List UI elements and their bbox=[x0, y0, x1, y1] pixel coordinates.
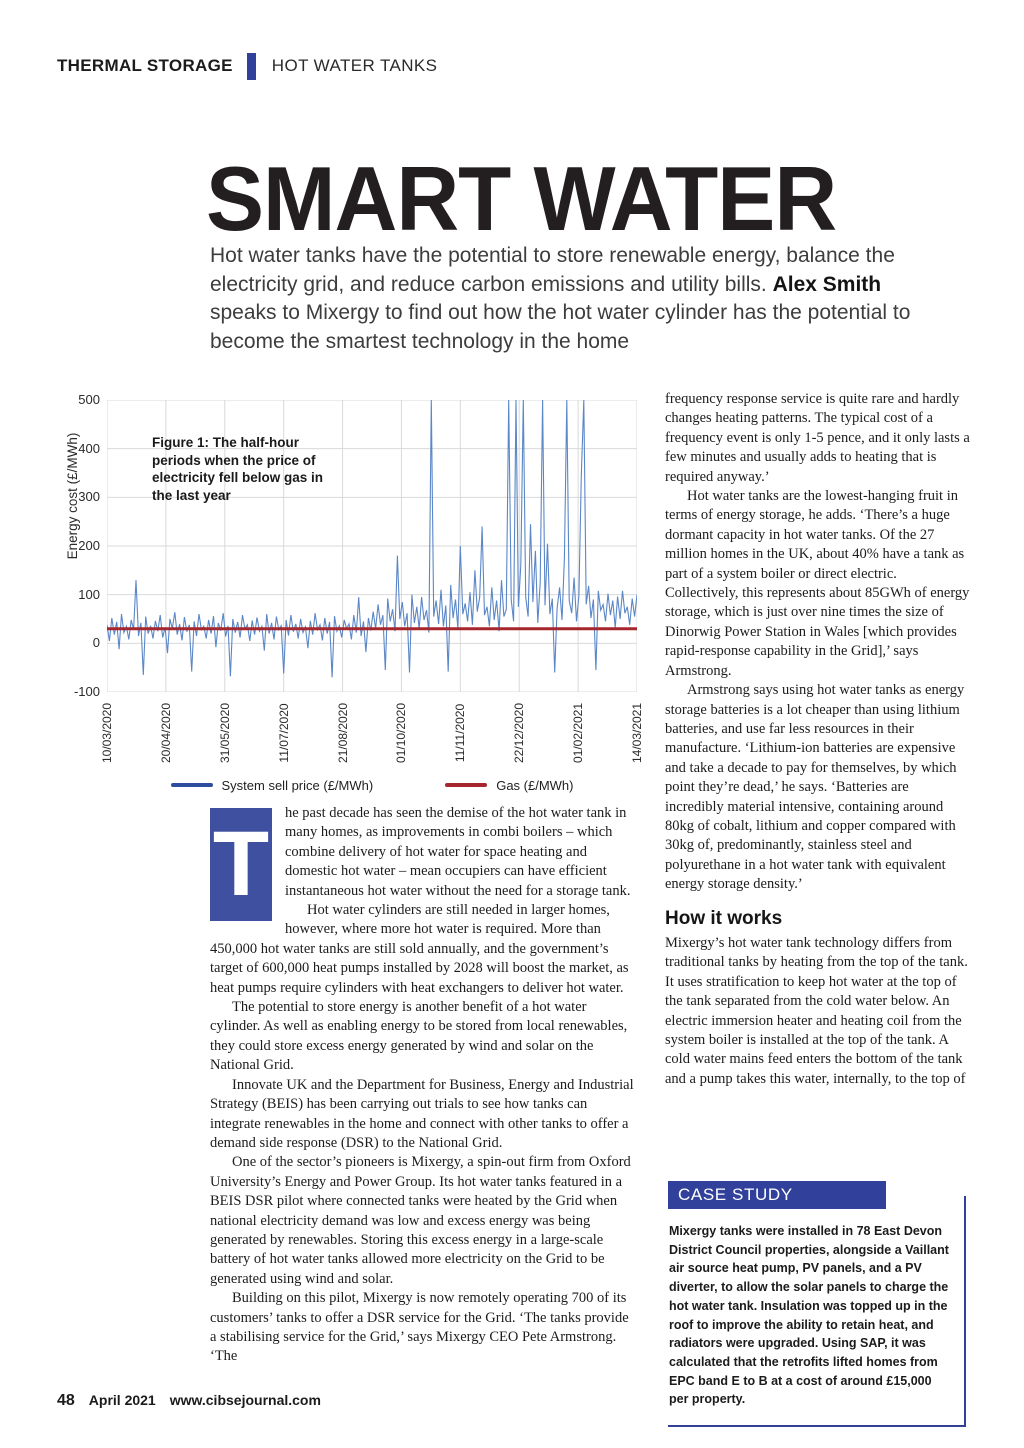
legend-line-icon bbox=[171, 783, 213, 787]
standfirst-part1: Hot water tanks have the potential to store renewable energy, balance the electricity grid, and reduce carbon emissions and utility bills. bbox=[210, 244, 895, 296]
author-name: Alex Smith bbox=[772, 272, 882, 296]
page-number: 48 bbox=[57, 1392, 75, 1409]
body-paragraph: Building on this pilot, Mixergy is now remotely operating 700 of its customers’ tanks to offer a DSR service for the Grid. ‘The tanks provide a stabilising service for the Grid,’ says Mixergy CEO Pete Armstrong. ‘The bbox=[210, 1290, 629, 1365]
case-study-box bbox=[668, 1181, 966, 1427]
body-paragraph: Hot water tanks are the lowest-hanging fruit in terms of energy storage, he adds. ‘There’s a huge dormant capacity in hot water tanks. Of the 27 million homes in the UK, about 40% have a tank as part of a system boiler or direct electric. Collectively, this represents about 85GWh of energy storage, which is just over nine times the size of Dinorwig Power Station in Wales [which provides rapid-response capability in the Grid],’ says Armstrong. bbox=[665, 488, 970, 679]
article-title: SMART WATER bbox=[206, 149, 837, 250]
y-tick-label: 400 bbox=[78, 440, 100, 456]
body-paragraph: Innovate UK and the Department for Business, Energy and Industrial Strategy (BEIS) has been carrying out trials to see how tanks can integrate renewables in the home and connect with other tanks to offer a demand side response (DSR) to the National Grid. bbox=[210, 1076, 634, 1151]
standfirst-part2: speaks to Mixergy to find out how the hot water cylinder has the potential to become the smartest technology in the home bbox=[210, 301, 911, 353]
x-tick-label: 14/03/2021 bbox=[630, 702, 644, 764]
case-study-heading: CASE STUDY bbox=[668, 1181, 886, 1209]
section-topic: HOT WATER TANKS bbox=[271, 56, 438, 75]
how-it-works-heading: How it works bbox=[665, 907, 783, 929]
x-tick-label: 01/02/2021 bbox=[571, 702, 586, 764]
journal-url: www.cibsejournal.com bbox=[169, 1392, 321, 1408]
issue-date: April 2021 bbox=[88, 1392, 156, 1408]
body-paragraph: One of the sector’s pioneers is Mixergy, a spin-out firm from Oxford University’s Energy and Power Group. Its hot water tanks featured in a BEIS DSR pilot where connected tanks were heated by the Grid when national electricity demand was low and excess energy was being generated by renewables. Storing this excess energy in a large-scale battery of hot water tanks allowed more electricity on the Grid to be generated using wind and solar. bbox=[210, 1154, 631, 1287]
body-paragraph: Armstrong says using hot water tanks as energy storage batteries is a lot cheaper than using lithium batteries, and use far less resources in their manufacture. ‘Lithium-ion batteries are expensive and take a decade to pay for themselves, by which point they’re dead,’ he says. ‘Batteries are incredibly material intensive, containing around 80kg of cobalt, lithium and copper compared with 30kg of, predominantly, stainless steel and polyurethane in a hot water tank with equivalent energy storage density.’ bbox=[665, 682, 965, 893]
x-tick-label: 31/05/2020 bbox=[217, 702, 232, 764]
y-tick-label: 0 bbox=[92, 635, 100, 651]
x-tick-label: 21/08/2020 bbox=[335, 702, 350, 764]
left-column bbox=[210, 804, 638, 1367]
body-paragraph: Hot water cylinders are still needed in larger homes, however, where more hot water is required. More than 450,000 hot water tanks are still sold annually, and the government’s target of 600,000 heat pumps installed by 2028 will boost the market, as heat pumps require cylinders with heat exchangers to deliver hot water. bbox=[210, 902, 629, 996]
legend-line-icon bbox=[445, 783, 487, 787]
body-paragraph: The potential to store energy is another benefit of a hot water cylinder. As well as enabling energy to be stored from local renewables, they could store excess energy generated by wind and solar on the National Grid. bbox=[210, 999, 628, 1074]
legend-item bbox=[445, 778, 573, 793]
kicker-divider-bar bbox=[247, 53, 256, 80]
y-tick-label: 100 bbox=[78, 586, 100, 602]
lead-paragraph-text: he past decade has seen the demise of the hot water tank in many homes, as improvements in combi boilers – which combine delivery of hot water for space heating and domestic hot water – mean occupiers can have efficient instantaneous hot water without the need for a storage tank. bbox=[285, 805, 631, 899]
lead-paragraph bbox=[210, 804, 638, 915]
standfirst bbox=[210, 242, 922, 356]
x-tick-label: 10/03/2020 bbox=[100, 702, 114, 764]
legend-label: Gas (£/MWh) bbox=[496, 777, 574, 793]
x-tick-label: 22/12/2020 bbox=[512, 702, 527, 764]
figure-caption: Figure 1: The half-hour periods when the price of electricity fell below gas in the last year bbox=[152, 435, 324, 503]
y-axis-title: Energy cost (£/MWh) bbox=[65, 432, 80, 560]
dropcap-letter: T bbox=[210, 808, 272, 921]
x-tick-label: 11/11/2020 bbox=[453, 703, 468, 763]
right-column bbox=[665, 390, 971, 1089]
section-kicker bbox=[57, 52, 437, 80]
y-tick-label: 500 bbox=[78, 392, 100, 407]
x-axis-ticks bbox=[100, 692, 644, 776]
legend-label: System sell price (£/MWh) bbox=[221, 777, 374, 793]
x-tick-label: 20/04/2020 bbox=[158, 702, 173, 764]
case-study-body-box bbox=[668, 1196, 966, 1427]
y-tick-label: 200 bbox=[78, 538, 100, 553]
figure-1-chart bbox=[57, 392, 644, 804]
x-tick-label: 11/07/2020 bbox=[276, 703, 291, 763]
case-study-text: Mixergy tanks were installed in 78 East Devon District Council properties, alongside a Vaillant air source heat pump, PV panels, and a PV diverter, to allow the solar panels to charge the hot water tank. Insulation was topped up in the roof to improve the ability to retain heat, and radiators were upgraded. Using SAP, it was calculated that the retrofits lifted homes from EPC band E to B at a cost of around £15,000 per property. bbox=[669, 1224, 949, 1407]
legend-item bbox=[171, 778, 374, 793]
chart-legend bbox=[107, 776, 637, 794]
x-tick-label: 01/10/2020 bbox=[394, 702, 409, 764]
section-name: THERMAL STORAGE bbox=[57, 56, 233, 75]
page-footer bbox=[57, 1392, 321, 1410]
y-tick-label: -100 bbox=[73, 684, 100, 699]
y-tick-label: 300 bbox=[78, 489, 100, 505]
body-paragraph: frequency response service is quite rare and hardly changes heating patterns. The typical cost of a frequency event is only 1-5 pence, and it only lasts a few minutes and usually adds to heating that is required anyway.’ bbox=[665, 391, 970, 485]
body-paragraph: Mixergy’s hot water tank technology differs from traditional tanks by heating from the top of the tank. It uses stratification to keep hot water at the top of the tank separated from the cold water below. An electric immersion heater and heating coil from the system boiler is installed at the top of the tank. A cold water mains feed enters the bottom of the tank and a pump takes this water, internally, to the top of bbox=[665, 934, 968, 1087]
